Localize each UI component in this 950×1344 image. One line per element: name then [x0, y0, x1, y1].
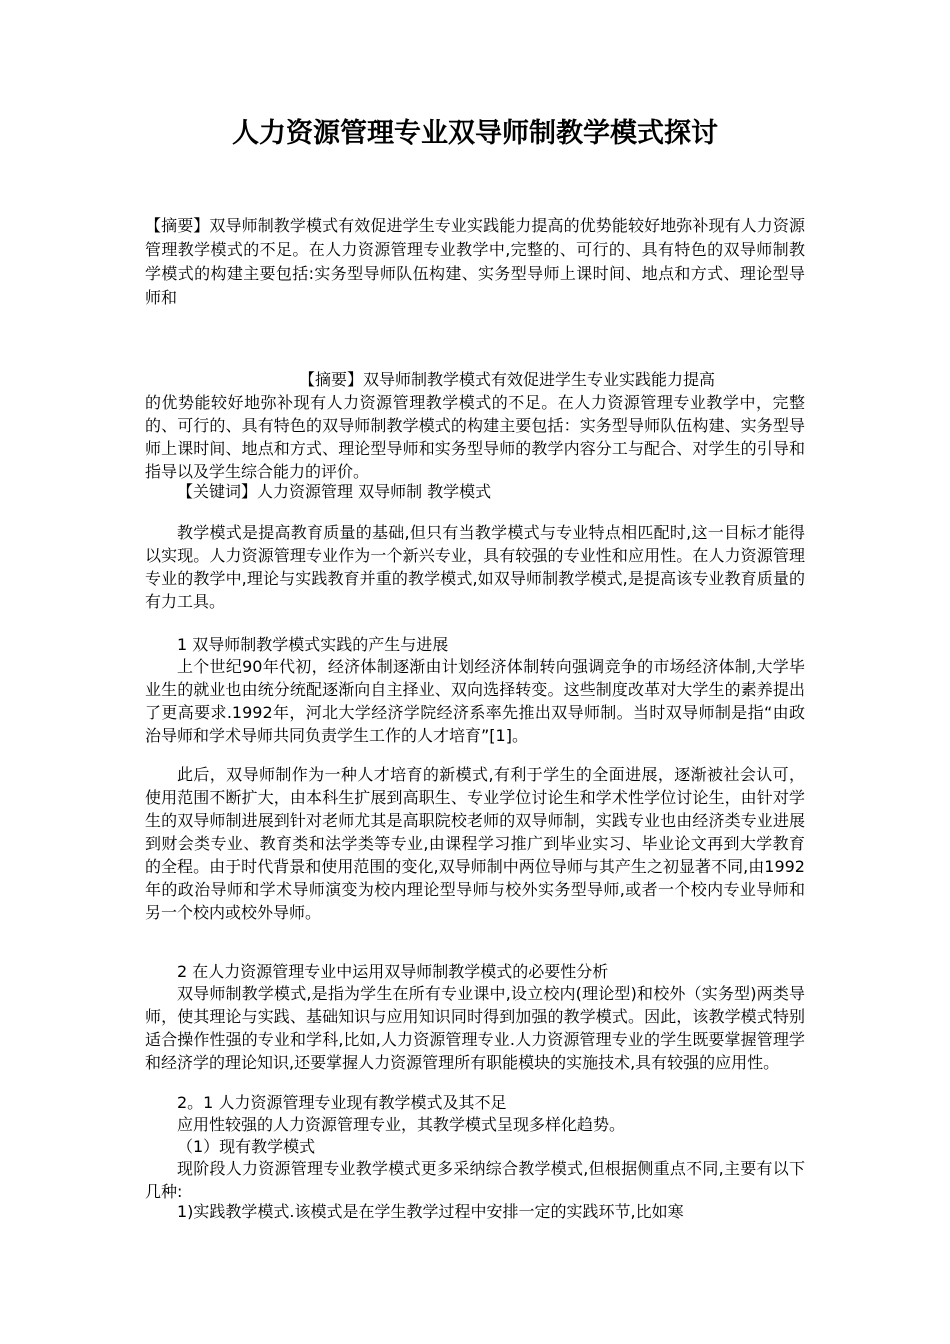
keywords: 【关键词】人力资源管理 双导师制 教学模式 — [177, 482, 492, 501]
abstract-summary: 【摘要】双导师制教学模式有效促进学生专业实践能力提高的优势能较好地弥补现有人力资源管理教学模式的不足。在人力资源管理专业教学中,完整的、可行的、具有特色的双导师制教学模式的构建主要包括:实务型导师队伍构建、实务型导师上课时间、地点和方式、理论型导师和 — [145, 216, 805, 307]
section1-heading: 1 双导师制教学模式实践的产生与进展 — [177, 635, 449, 654]
abstract-full-lead: 【摘要】双导师制教学模式有效促进学生专业实践能力提高 — [299, 370, 716, 389]
intro-paragraph: 教学模式是提高教育质量的基础,但只有当教学模式与专业特点相匹配时,这一目标才能得以实现。人力资源管理专业作为一个新兴专业，具有较强的专业性和应用性。在人力资源管理专业的教学中,理论与实践教育并重的教学模式,如双导师制教学模式,是提高该专业教育质量的有力工具。 — [145, 523, 805, 611]
section2-heading: 2 在人力资源管理专业中运用双导师制教学模式的必要性分析 — [177, 962, 609, 981]
section1-paragraph-1: 上个世纪90年代初，经济体制逐渐由计划经济体制转向强调竞争的市场经济体制,大学毕业生的就业也由统分统配逐渐向自主择业、双向选择转变。这些制度改革对大学生的素养提出了更高要求.1992年，河北大学经济学院经济系率先推出双导师制。当时双导师制是指“由政治导师和学术导师共同负责学生工作的人才培育”[1]。 — [145, 657, 805, 745]
abstract-full-rest: 的优势能较好地弥补现有人力资源管理教学模式的不足。在人力资源管理专业教学中，完整的、可行的、具有特色的双导师制教学模式的构建主要包括：实务型导师队伍构建、实务型导师上课时间、地点和方式、理论型导师和实务型导师的教学内容分工与配合、对学生的引导和指导以及学生综合能力的评价。 — [145, 393, 805, 481]
section2-1-paragraph-3: 1)实践教学模式.该模式是在学生教学过程中安排一定的实践环节,比如寒 — [177, 1202, 684, 1221]
section2-paragraph-1: 双导师制教学模式,是指为学生在所有专业课中,设立校内(理论型)和校外（实务型)两类导师，使其理论与实践、基础知识与应用知识同时得到加强的教学模式。因此，该教学模式特别适合操作性强的专业和学科,比如,人力资源管理专业.人力资源管理专业的学生既要掌握管理学和经济学的理论知识,还要掌握人力资源管理所有职能模块的实施技术,具有较强的应用性。 — [145, 984, 805, 1072]
section2-1-paragraph-1: 应用性较强的人力资源管理专业，其教学模式呈现多样化趋势。 — [177, 1115, 626, 1134]
abstract-full — [145, 368, 805, 483]
page-title: 人力资源管理专业双导师制教学模式探讨 — [232, 118, 718, 149]
section2-1-paragraph-2: 现阶段人力资源管理专业教学模式更多采纳综合教学模式,但根据侧重点不同,主要有以下几种: — [145, 1159, 805, 1201]
section2-1-subheading: （1）现有教学模式 — [177, 1137, 316, 1156]
section2-1-heading: 2。1 人力资源管理专业现有教学模式及其不足 — [177, 1093, 507, 1112]
section1-paragraph-2: 此后，双导师制作为一种人才培育的新模式,有利于学生的全面进展，逐渐被社会认可，使用范围不断扩大，由本科生扩展到高职生、专业学位讨论生和学术性学位讨论生，由针对学生的双导师制进展到针对老师尤其是高职院校老师的双导师制，实践专业也由经济类专业进展到财会类专业、教育类和法学类等专业,由课程学习推广到毕业实习、毕业论文再到大学教育的全程。由于时代背景和使用范围的变化,双导师制中两位导师与其产生之初显著不同,由1992年的政治导师和学术导师演变为校内理论型导师与校外实务型导师,或者一个校内专业导师和另一个校内或校外导师。 — [145, 765, 805, 922]
